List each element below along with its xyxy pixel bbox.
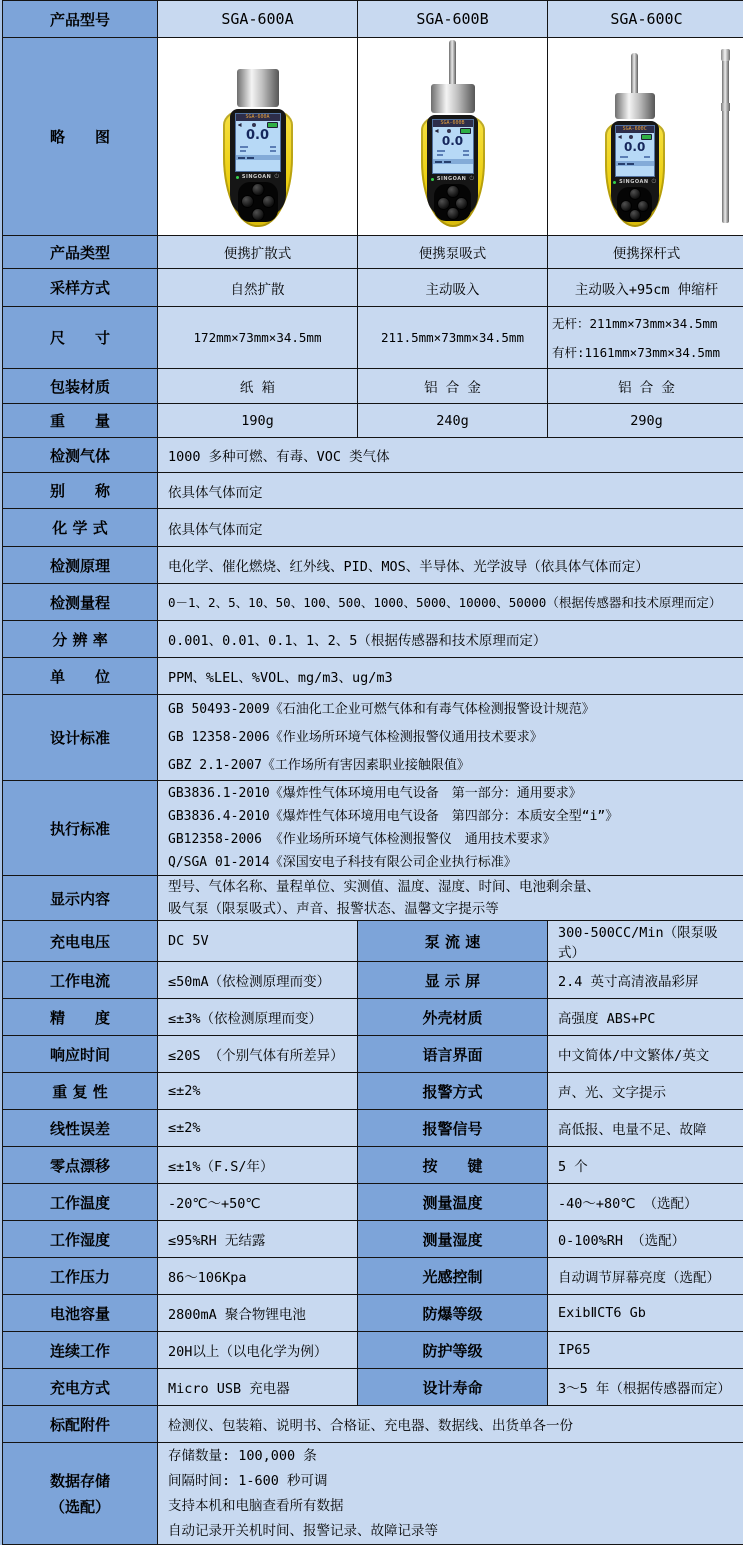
measure-temp-label: 测量温度 [358, 1184, 548, 1221]
speaker-icon [238, 123, 242, 127]
work-humidity-value: ≤95%RH 无结露 [158, 1221, 358, 1258]
data-storage-label-line2: （选配） [5, 1494, 155, 1520]
screen-text-bar [620, 156, 628, 158]
work-humidity-label: 工作湿度 [3, 1221, 158, 1258]
work-pressure-label: 工作压力 [3, 1258, 158, 1295]
product-type-label: 产品类型 [3, 236, 158, 269]
rod-collar [721, 103, 730, 111]
weight-a: 190g [158, 404, 358, 438]
exec-standard-line: GB12358-2006 《作业场所环境气体检测报警仪 通用技术要求》 [168, 828, 735, 851]
weight-label: 重 量 [3, 404, 158, 438]
light-sense-label: 光感控制 [358, 1258, 548, 1295]
weight-b: 240g [358, 404, 548, 438]
packaging-c: 铝 合 金 [548, 369, 743, 404]
screen-reading: 0.0 [433, 134, 473, 148]
weight-c: 290g [548, 404, 743, 438]
photo-cell-b [358, 38, 548, 236]
date-text-bar [444, 161, 451, 163]
device-screen [432, 119, 474, 174]
response-time-label: 响应时间 [3, 1036, 158, 1073]
fan-icon [629, 135, 633, 139]
screen-info-row [616, 156, 654, 158]
row-battery-explosion-proof [3, 1295, 743, 1332]
resolution-label: 分 辨 率 [3, 621, 158, 658]
detect-gas-value: 1000 多种可燃、有毒、VOC 类气体 [158, 438, 743, 473]
measure-humidity-value: 0-100%RH （选配） [548, 1221, 743, 1258]
brand-row [427, 174, 478, 184]
display-screen-label: 显 示 屏 [358, 962, 548, 999]
display-content-line: 型号、气体名称、量程单位、实测值、温度、湿度、时间、电池剩余量、 [168, 876, 735, 898]
design-lifespan-value: 3～5 年（根据传感器而定） [548, 1369, 743, 1406]
display-content-label: 显示内容 [3, 876, 158, 921]
work-current-value: ≤50mA（依检测原理而变） [158, 962, 358, 999]
date-text-bar [435, 161, 442, 163]
photo-cell-c [548, 38, 743, 236]
brand-logo: SINGOAN [437, 176, 466, 182]
row-continuous-work-protection [3, 1332, 743, 1369]
power-icon: ⏻ [274, 174, 279, 180]
light-sense-value: 自动调节屏幕亮度（选配） [548, 1258, 743, 1295]
row-work-temp-measure-temp [3, 1184, 743, 1221]
resolution-value: 0.001、0.01、0.1、1、2、5（根据传感器和技术原理而定） [158, 621, 743, 658]
accessories-label: 标配附件 [3, 1406, 158, 1443]
device-illustration-b [421, 40, 485, 227]
screen-text-bar [644, 156, 650, 158]
sketch-row [3, 38, 743, 236]
menu-button-icon [251, 183, 264, 196]
data-storage-label [3, 1443, 158, 1545]
keys-label: 按 键 [358, 1147, 548, 1184]
pump-flow-label: 泵 流 速 [358, 921, 548, 962]
enter-button-icon [446, 207, 459, 220]
screen-status-icons [236, 121, 280, 128]
telescopic-rod [722, 51, 729, 223]
row-chemical-formula [3, 509, 743, 547]
formula-value: 依具体气体而定 [158, 509, 743, 547]
packaging-label: 包装材质 [3, 369, 158, 404]
shell-material-label: 外壳材质 [358, 999, 548, 1036]
row-charge-voltage-pump-flow [3, 921, 743, 962]
work-pressure-value: 86～106Kpa [158, 1258, 358, 1295]
device-screen [615, 125, 655, 177]
screen-info-row [433, 154, 473, 156]
sampling-probe [449, 40, 456, 84]
display-screen-value: 2.4 英寸高清液晶彩屏 [548, 962, 743, 999]
design-standards-label: 设计标准 [3, 695, 158, 781]
menu-button-icon [446, 185, 459, 198]
exec-standards-value [158, 781, 743, 876]
row-unit [3, 658, 743, 695]
shell-material-value: 高强度 ABS+PC [548, 999, 743, 1036]
alarm-signal-label: 报警信号 [358, 1110, 548, 1147]
zero-drift-value: ≤±1%（F.S/年） [158, 1147, 358, 1184]
date-text-bar [618, 163, 625, 165]
screen-title: SGA-600C [616, 126, 654, 133]
brand-logo: SINGOAN [619, 179, 648, 185]
screen-text-bar [240, 150, 246, 152]
date-text-bar [238, 157, 245, 159]
charge-voltage-label: 充电电压 [3, 921, 158, 962]
right-button-icon [262, 195, 275, 208]
product-photo-sga-600a [158, 39, 357, 235]
data-storage-value [158, 1443, 743, 1545]
power-icon: ⏻ [469, 176, 474, 182]
button-cluster [238, 182, 278, 222]
exec-standard-line: Q/SGA 01-2014《深国安电子科技有限公司企业执行标准》 [168, 851, 735, 874]
battery-capacity-label: 电池容量 [3, 1295, 158, 1332]
header-product-model-label: 产品型号 [3, 1, 158, 38]
range-label: 检测量程 [3, 584, 158, 621]
menu-button-icon [629, 188, 641, 200]
response-time-value: ≤20S （个别气体有所差异） [158, 1036, 358, 1073]
row-accessories [3, 1406, 743, 1443]
row-resolution [3, 621, 743, 658]
screen-text-bar [240, 146, 248, 148]
row-display-content [3, 876, 743, 921]
continuous-work-value: 20H以上（以电化学为例） [158, 1332, 358, 1369]
date-text-bar [627, 163, 634, 165]
linearity-error-value: ≤±2% [158, 1110, 358, 1147]
row-design-standards [3, 695, 743, 781]
measure-humidity-label: 测量湿度 [358, 1221, 548, 1258]
design-standard-line: GB 12358-2006《作业场所环境气体检测报警仪通用技术要求》 [168, 724, 735, 752]
sampling-c: 主动吸入+95cm 伸缩杆 [548, 269, 743, 307]
row-detect-principle [3, 547, 743, 584]
row-accuracy-shell [3, 999, 743, 1036]
sampling-b: 主动吸入 [358, 269, 548, 307]
display-content-line: 吸气泵（限泵吸式）、声音、报警状态、温馨文字提示等 [168, 898, 735, 920]
row-charge-method-lifespan [3, 1369, 743, 1406]
date-text-bar [247, 157, 254, 159]
screen-date-bar [433, 159, 473, 164]
pump-flow-value: 300-500CC/Min（限泵吸式） [548, 921, 743, 962]
sampling-probe [631, 53, 638, 93]
work-temp-label: 工作温度 [3, 1184, 158, 1221]
sampling-label: 采样方式 [3, 269, 158, 307]
brand-logo: SINGOAN [242, 174, 271, 180]
detect-gas-label: 检测气体 [3, 438, 158, 473]
dimensions-c-with-rod: 有杆:1161mm×73mm×34.5mm [552, 338, 741, 367]
screen-text-bar [437, 150, 445, 152]
principle-value: 电化学、催化燃烧、红外线、PID、MOS、半导体、光学波导（依具体气体而定） [158, 547, 743, 584]
screen-title: SGA-600A [236, 114, 280, 121]
row-pressure-light-sense [3, 1258, 743, 1295]
screen-text-bar [270, 150, 276, 152]
accuracy-label: 精 度 [3, 999, 158, 1036]
unit-value: PPM、%LEL、%VOL、mg/m3、ug/m3 [158, 658, 743, 695]
screen-date-bar [236, 155, 280, 160]
photo-cell-a [158, 38, 358, 236]
row-dimensions [3, 307, 743, 369]
sensor-cap [615, 93, 655, 119]
screen-status-icons [616, 133, 654, 140]
dimensions-c [548, 307, 743, 369]
sensor-cap [237, 69, 279, 107]
dimensions-a: 172mm×73mm×34.5mm [158, 307, 358, 369]
device-body [421, 115, 485, 227]
row-data-storage [3, 1443, 743, 1545]
product-type-b: 便携泵吸式 [358, 236, 548, 269]
row-weight [3, 404, 743, 438]
alarm-signal-value: 高低报、电量不足、故障 [548, 1110, 743, 1147]
device-body [605, 121, 665, 227]
sensor-cap [431, 84, 475, 113]
data-storage-line: 存储数量: 100,000 条 [168, 1444, 735, 1469]
screen-reading: 0.0 [616, 140, 654, 154]
row-work-humidity-measure-humidity [3, 1221, 743, 1258]
speaker-icon [435, 129, 439, 133]
design-standard-line: GBZ 2.1-2007《工作场所有害因素职业接触限值》 [168, 752, 735, 780]
dimensions-c-no-rod: 无杆：211mm×73mm×34.5mm [552, 309, 741, 338]
screen-info-row [236, 146, 280, 148]
header-model-b: SGA-600B [358, 1, 548, 38]
unit-label: 单 位 [3, 658, 158, 695]
packaging-a: 纸 箱 [158, 369, 358, 404]
language-ui-value: 中文简体/中文繁体/英文 [548, 1036, 743, 1073]
screen-title: SGA-600B [433, 120, 473, 127]
device-body [223, 109, 293, 227]
row-detect-range [3, 584, 743, 621]
row-response-language [3, 1036, 743, 1073]
device-illustration-a [223, 69, 293, 227]
row-packaging [3, 369, 743, 404]
principle-label: 检测原理 [3, 547, 158, 584]
enter-button-icon [251, 208, 264, 221]
device-front-panel [427, 115, 478, 218]
linearity-error-label: 线性误差 [3, 1110, 158, 1147]
screen-info-row [433, 150, 473, 152]
header-model-c: SGA-600C [548, 1, 743, 38]
speaker-icon [618, 135, 622, 139]
left-button-icon [241, 195, 254, 208]
design-standard-line: GB 50493-2009《石油化工企业可燃气体和有毒气体检测报警设计规范》 [168, 696, 735, 724]
accuracy-value: ≤±3%（依检测原理而变） [158, 999, 358, 1036]
zero-drift-label: 零点漂移 [3, 1147, 158, 1184]
header-model-a: SGA-600A [158, 1, 358, 38]
product-type-a: 便携扩散式 [158, 236, 358, 269]
data-storage-line: 自动记录开关机时间、报警记录、故障记录等 [168, 1519, 735, 1544]
spec-table [2, 0, 743, 1545]
power-icon: ⏻ [652, 179, 657, 185]
row-repeatability-alarm-mode [3, 1073, 743, 1110]
accessories-value: 检测仪、包装箱、说明书、合格证、充电器、数据线、出货单各一份 [158, 1406, 743, 1443]
alias-value: 依具体气体而定 [158, 473, 743, 509]
screen-info-row [236, 150, 280, 152]
repeatability-value: ≤±2% [158, 1073, 358, 1110]
work-temp-value: -20℃～+50℃ [158, 1184, 358, 1221]
device-front-panel [611, 121, 659, 218]
device-front-panel [230, 109, 286, 217]
brand-row [230, 172, 286, 182]
screen-text-bar [463, 150, 469, 152]
button-cluster [617, 187, 652, 222]
product-type-c: 便携探杆式 [548, 236, 743, 269]
range-value: 0－1、2、5、10、50、100、500、1000、5000、10000、50000（根据传感器和技术原理而定） [158, 584, 743, 621]
explosion-proof-value: ExibⅡCT6 Gb [548, 1295, 743, 1332]
screen-text-bar [437, 154, 443, 156]
screen-reading: 0.0 [236, 128, 280, 144]
charge-method-label: 充电方式 [3, 1369, 158, 1406]
status-led [236, 176, 239, 179]
display-content-value [158, 876, 743, 921]
brand-row [611, 177, 659, 187]
data-storage-label-line1: 数据存储 [5, 1468, 155, 1494]
data-storage-line: 间隔时间: 1-600 秒可调 [168, 1469, 735, 1494]
screen-text-bar [463, 154, 469, 156]
status-led [431, 178, 434, 181]
fan-icon [252, 123, 256, 127]
sampling-a: 自然扩散 [158, 269, 358, 307]
product-photo-sga-600c [548, 39, 743, 235]
exec-standard-line: GB3836.4-2010《爆炸性气体环境用电气设备 第四部分：本质安全型“i”》 [168, 805, 735, 828]
packaging-b: 铝 合 金 [358, 369, 548, 404]
alarm-mode-label: 报警方式 [358, 1073, 548, 1110]
screen-text-bar [270, 146, 276, 148]
row-detect-gas [3, 438, 743, 473]
keys-value: 5 个 [548, 1147, 743, 1184]
protection-level-value: IP65 [548, 1332, 743, 1369]
product-photo-sga-600b [358, 39, 547, 235]
formula-label: 化 学 式 [3, 509, 158, 547]
exec-standards-label: 执行标准 [3, 781, 158, 876]
status-led [613, 181, 616, 184]
device-illustration-c [605, 53, 665, 227]
row-sampling-method [3, 269, 743, 307]
alias-label: 别 称 [3, 473, 158, 509]
battery-capacity-value: 2800mA 聚合物锂电池 [158, 1295, 358, 1332]
row-alias [3, 473, 743, 509]
button-cluster [434, 184, 471, 221]
explosion-proof-label: 防爆等级 [358, 1295, 548, 1332]
design-lifespan-label: 设计寿命 [358, 1369, 548, 1406]
work-current-label: 工作电流 [3, 962, 158, 999]
row-exec-standards [3, 781, 743, 876]
row-zero-drift-keys [3, 1147, 743, 1184]
row-work-current-display [3, 962, 743, 999]
sketch-label: 略 图 [3, 38, 158, 236]
protection-level-label: 防护等级 [358, 1332, 548, 1369]
data-storage-line: 支持本机和电脑查看所有数据 [168, 1494, 735, 1519]
design-standards-value [158, 695, 743, 781]
header-row [3, 1, 743, 38]
device-screen [235, 113, 281, 172]
continuous-work-label: 连续工作 [3, 1332, 158, 1369]
charge-method-value: Micro USB 充电器 [158, 1369, 358, 1406]
screen-date-bar [616, 161, 654, 166]
dimensions-b: 211.5mm×73mm×34.5mm [358, 307, 548, 369]
measure-temp-value: -40～+80℃ （选配） [548, 1184, 743, 1221]
charge-voltage-value: DC 5V [158, 921, 358, 962]
row-product-type [3, 236, 743, 269]
screen-status-icons [433, 127, 473, 134]
exec-standard-line: GB3836.1-2010《爆炸性气体环境用电气设备 第一部分：通用要求》 [168, 782, 735, 805]
dimensions-label: 尺 寸 [3, 307, 158, 369]
row-linearity-alarm-signal [3, 1110, 743, 1147]
fan-icon [447, 129, 451, 133]
rod-tip [721, 49, 730, 61]
alarm-mode-value: 声、光、文字提示 [548, 1073, 743, 1110]
language-ui-label: 语言界面 [358, 1036, 548, 1073]
enter-button-icon [629, 209, 641, 221]
repeatability-label: 重 复 性 [3, 1073, 158, 1110]
